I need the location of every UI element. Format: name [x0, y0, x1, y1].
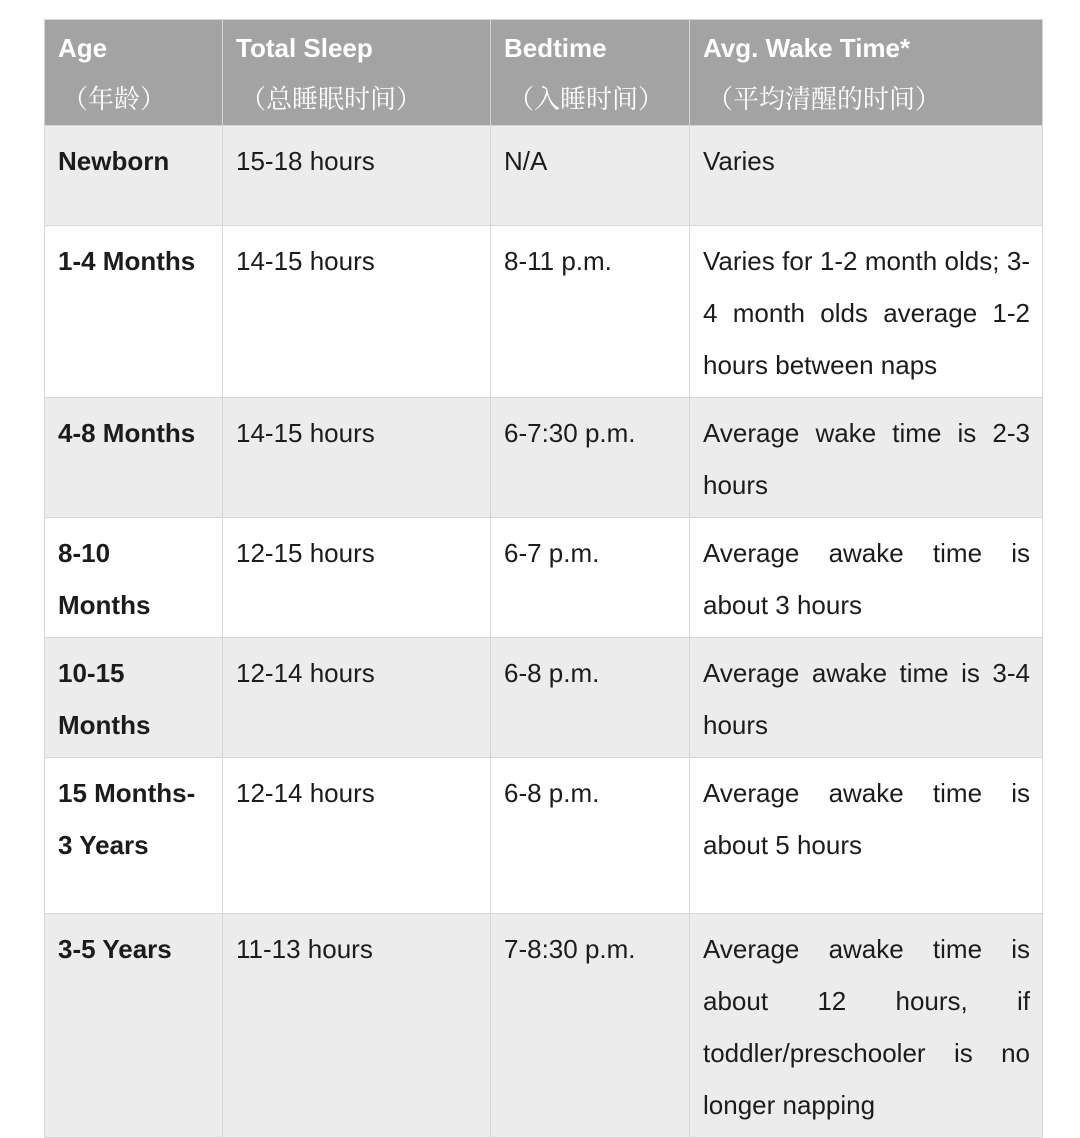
- bedtime-cell: 6-8 p.m.: [491, 638, 690, 758]
- total-sleep-cell: 12-15 hours: [223, 518, 491, 638]
- total-sleep-cell: 14-15 hours: [223, 398, 491, 518]
- header-bedtime-label: Bedtime: [504, 33, 607, 63]
- wake-time-cell: Varies: [690, 126, 1043, 226]
- wake-time-cell: Average wake time is 2-3 hours: [690, 398, 1043, 518]
- bedtime-cell: 6-7:30 p.m.: [491, 398, 690, 518]
- age-cell: 1-4 Months: [45, 226, 223, 398]
- bedtime-cell: N/A: [491, 126, 690, 226]
- table-row: [45, 398, 1043, 518]
- table-row: [45, 226, 1043, 398]
- wake-time-cell: Average awake time is about 12 hours, if toddler/preschooler is no longer napping: [690, 914, 1043, 1138]
- wake-time-cell: Average awake time is about 5 hours: [690, 758, 1043, 914]
- wake-time-cell: Average awake time is 3-4 hours: [690, 638, 1043, 758]
- wake-time-cell: Varies for 1-2 month olds; 3-4 month olds average 1-2 hours between naps: [690, 226, 1043, 398]
- header-row: [45, 20, 1043, 126]
- bedtime-cell: 6-8 p.m.: [491, 758, 690, 914]
- header-bedtime-label-zh: （入睡时间）: [508, 84, 665, 114]
- header-wake-time-label-zh: （平均清醒的时间）: [707, 84, 942, 114]
- header-wake-time: [690, 20, 1043, 126]
- header-age-label: Age: [58, 33, 108, 63]
- age-cell: 8-10 Months: [45, 518, 223, 638]
- table-row: [45, 126, 1043, 226]
- age-cell: Newborn: [45, 126, 223, 226]
- total-sleep-cell: 12-14 hours: [223, 758, 491, 914]
- total-sleep-cell: 12-14 hours: [223, 638, 491, 758]
- table-row: [45, 758, 1043, 914]
- header-age: [45, 20, 223, 126]
- table-row: [45, 914, 1043, 1138]
- bedtime-cell: 7-8:30 p.m.: [491, 914, 690, 1138]
- bedtime-cell: 6-7 p.m.: [491, 518, 690, 638]
- wake-time-cell: Average awake time is about 3 hours: [690, 518, 1043, 638]
- age-cell: 15 Months-3 Years: [45, 758, 223, 914]
- header-total-sleep-label: Total Sleep: [236, 33, 373, 63]
- table-row: [45, 518, 1043, 638]
- header-wake-time-label: Avg. Wake Time*: [703, 33, 911, 63]
- total-sleep-cell: 14-15 hours: [223, 226, 491, 398]
- bedtime-cell: 8-11 p.m.: [491, 226, 690, 398]
- table-header: [45, 20, 1043, 126]
- age-cell: 10-15 Months: [45, 638, 223, 758]
- table-body: [45, 126, 1043, 1138]
- total-sleep-cell: 11-13 hours: [223, 914, 491, 1138]
- header-age-label-zh: （年龄）: [62, 84, 167, 114]
- table-row: [45, 638, 1043, 758]
- sleep-schedule-table: [44, 19, 1043, 1138]
- age-cell: 3-5 Years: [45, 914, 223, 1138]
- header-total-sleep: [223, 20, 491, 126]
- header-bedtime: [491, 20, 690, 126]
- header-total-sleep-label-zh: （总睡眠时间）: [240, 84, 423, 114]
- age-cell: 4-8 Months: [45, 398, 223, 518]
- total-sleep-cell: 15-18 hours: [223, 126, 491, 226]
